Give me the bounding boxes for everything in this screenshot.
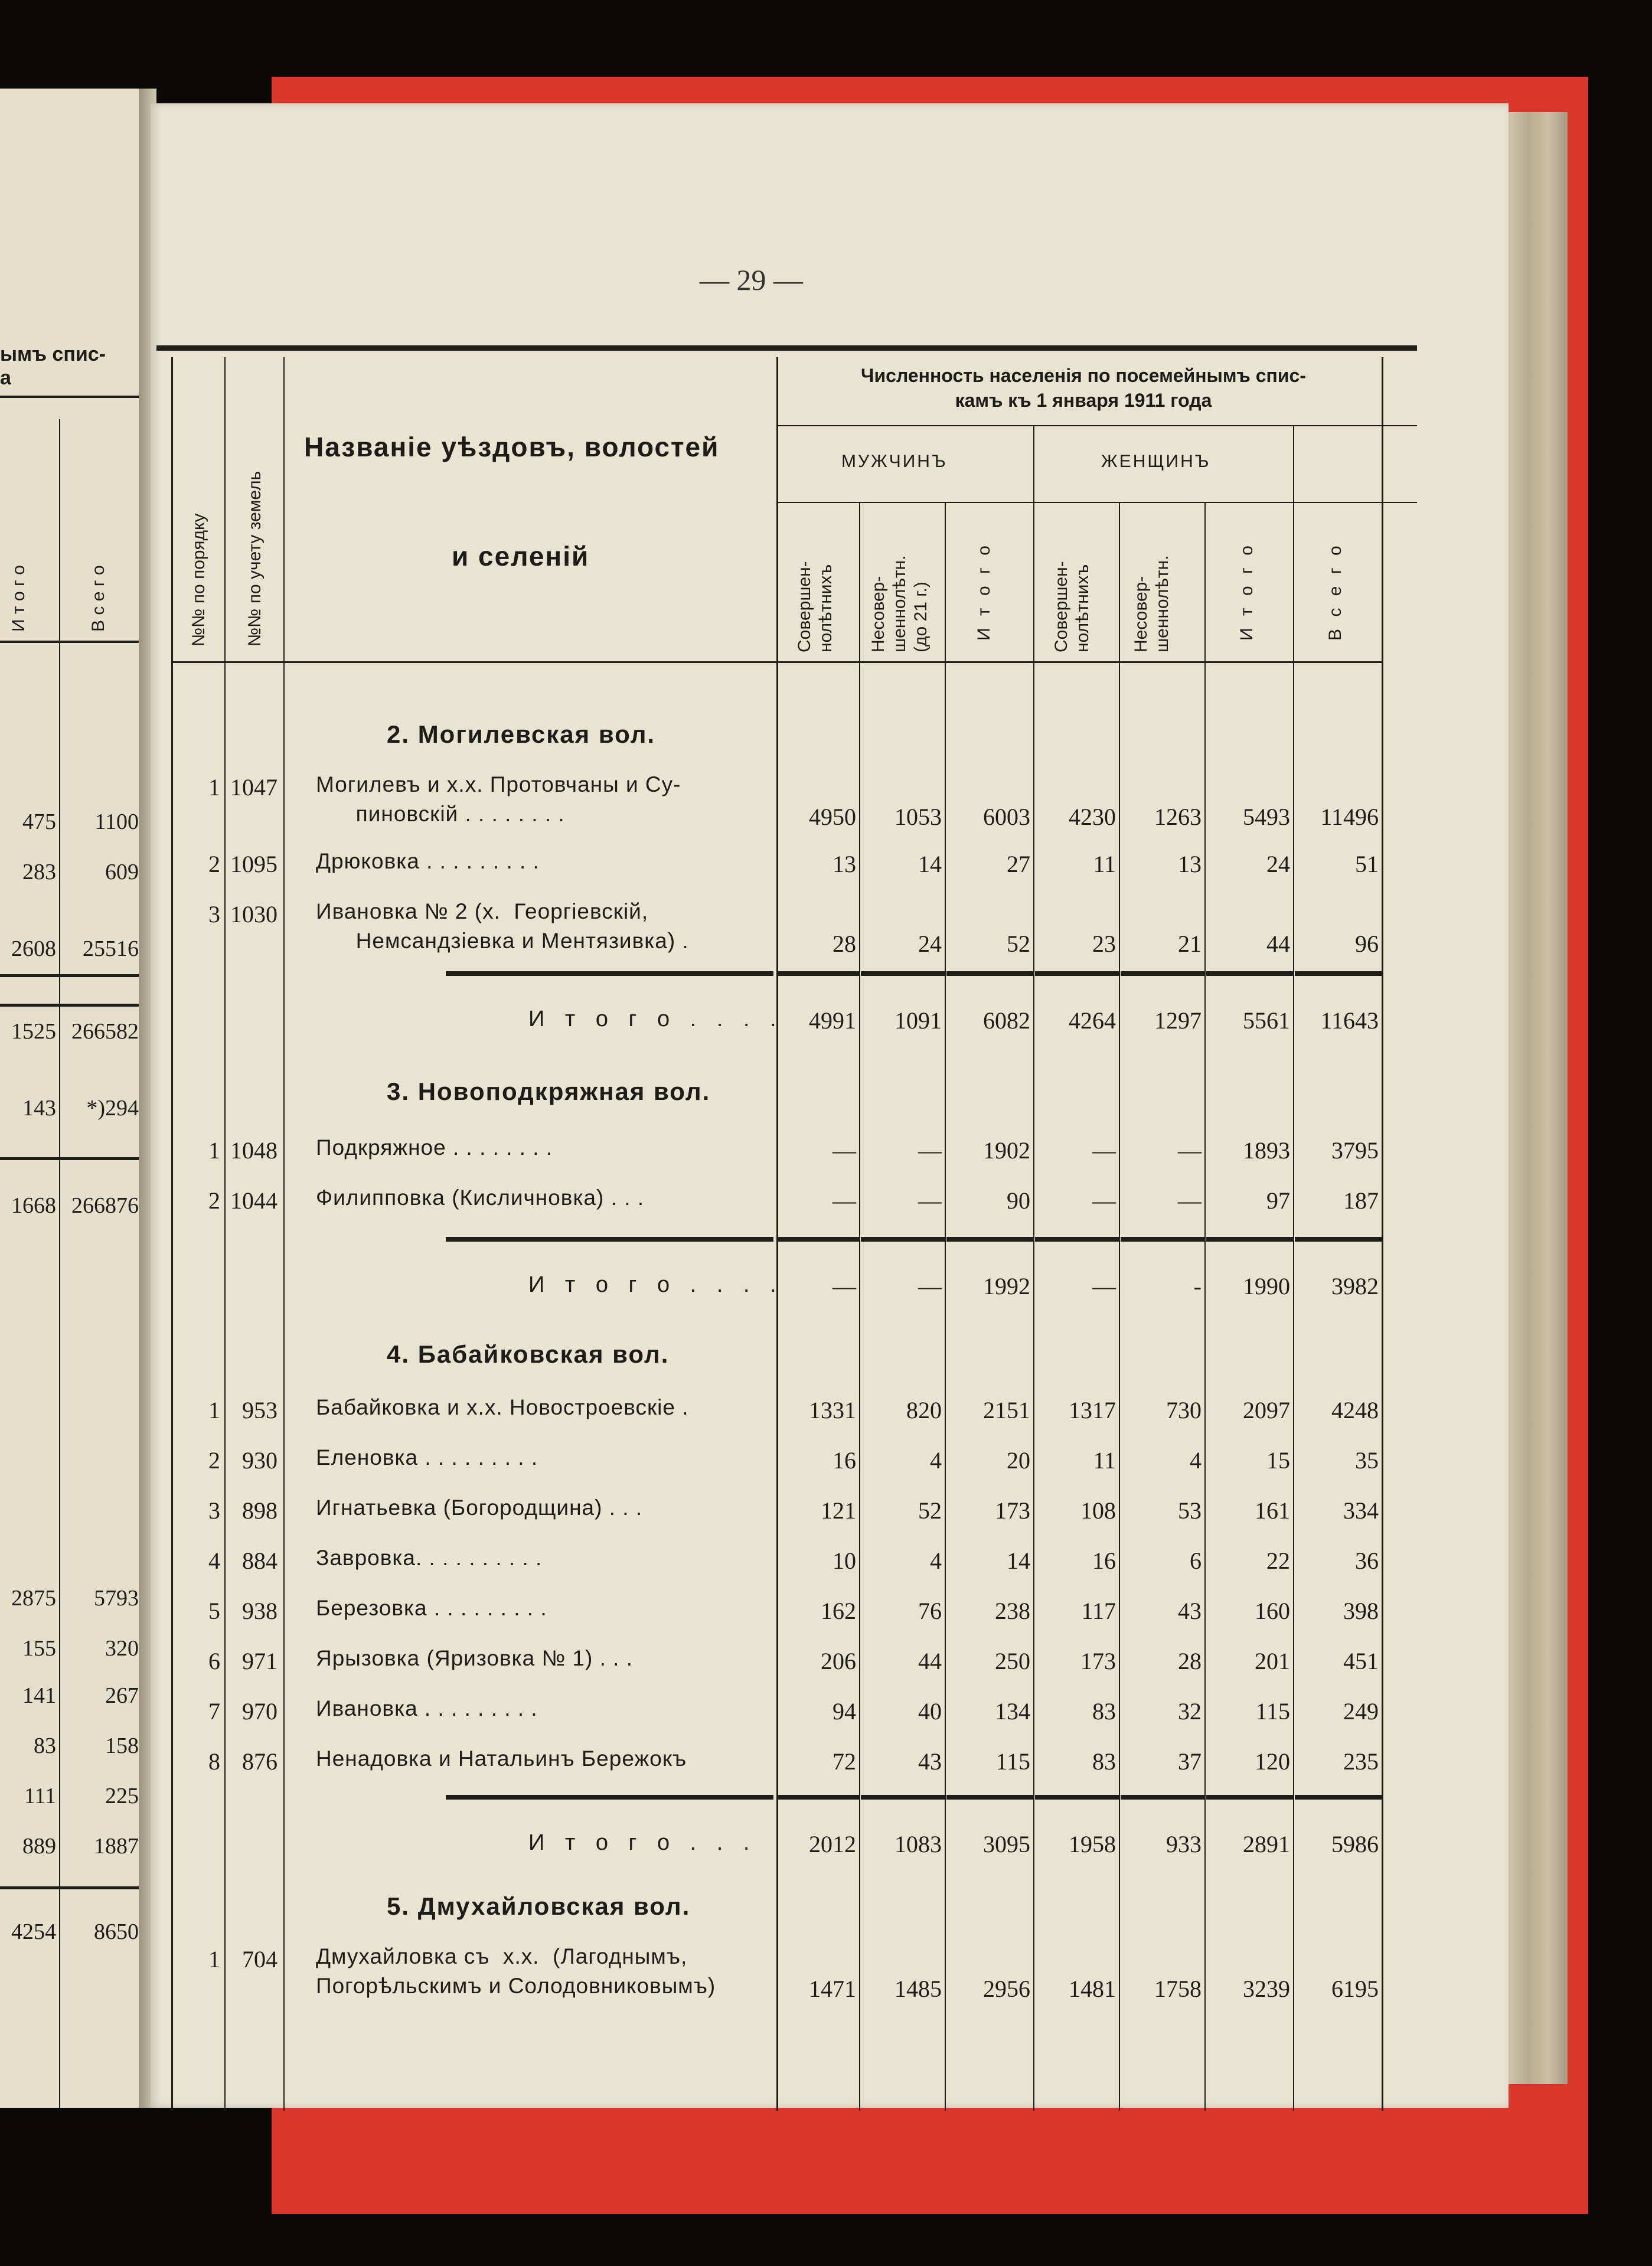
left-vsego-cell: 5793 [94,1586,139,1611]
row-land-number: 876 [242,1748,277,1775]
row-land-number: 1048 [230,1137,277,1164]
left-vsego-cell: 1887 [94,1834,139,1859]
total-value: 3982 [1331,1273,1379,1299]
row-value: 201 [1255,1648,1290,1674]
total-value: 4264 [1069,1007,1116,1034]
row-order-number: 1 [208,1137,220,1164]
row-value: 6195 [1331,1976,1379,2002]
total-value: 5561 [1243,1007,1290,1034]
total-label: И т о г о . . . . [528,1007,783,1031]
total-rule [446,1237,773,1242]
row-value: 161 [1255,1497,1290,1524]
row-value: 238 [995,1598,1030,1624]
row-value: 134 [995,1698,1030,1725]
table-title-line1: Названіе уѣздовъ, волостей [304,432,720,462]
row-value: 398 [1343,1598,1379,1624]
row-value: 1481 [1069,1976,1116,2002]
row-value: 1893 [1243,1137,1290,1164]
total-rule [1206,1237,1293,1242]
row-value: — [1178,1137,1202,1164]
section-title: 5. Дмухайловская вол. [387,1892,691,1920]
row-order-number: 2 [208,851,220,877]
row-value: 249 [1343,1698,1379,1725]
row-value: 52 [918,1497,942,1524]
row-value: 2956 [983,1976,1030,2002]
row-order-number: 1 [208,1946,220,1973]
row-value: 13 [832,851,856,877]
row-value: 3239 [1243,1976,1290,2002]
total-label: И т о г о . . . . [528,1272,783,1297]
total-rule [946,1237,1033,1242]
row-order-number: 8 [208,1748,220,1775]
left-vsego-cell: 25516 [83,936,139,961]
row-value: 4248 [1331,1397,1379,1423]
left-vsego-cell: 609 [105,860,139,884]
total-rule [861,1237,945,1242]
row-value: 51 [1355,851,1379,877]
row-value: 16 [1092,1547,1116,1574]
row-value: 83 [1092,1698,1116,1725]
row-value: 11 [1093,851,1116,877]
row-value: 36 [1355,1547,1379,1574]
total-value: 1990 [1243,1273,1290,1299]
left-itogo-cell: 2608 [11,936,56,961]
left-vsego-cell: 1100 [94,809,139,834]
total-value: 5986 [1331,1831,1379,1857]
row-settlement-name: Дмухайловка съ х.х. (Лагоднымъ, Погорѣльскимъ и Солодовниковымъ) [316,1944,716,1998]
row-value: 11 [1093,1447,1116,1474]
left-vsego-cell: *)294 [86,1096,139,1121]
row-value: — [1092,1137,1116,1164]
row-order-number: 2 [208,1187,220,1214]
total-rule [1295,971,1382,976]
row-land-number: 1095 [230,851,277,877]
total-value: 11643 [1320,1007,1379,1034]
left-itogo-cell: 1525 [11,1019,56,1044]
row-settlement-name: Филипповка (Кисличновка) . . . [316,1186,645,1210]
left-itogo-cell: 143 [22,1096,56,1121]
row-value: 334 [1343,1497,1379,1524]
total-rule [778,971,859,976]
row-value: 10 [832,1547,856,1574]
row-land-number: 970 [242,1698,277,1725]
row-settlement-name: Еленовка . . . . . . . . . [316,1445,538,1470]
total-rule [1035,1795,1119,1800]
section-title: 3. Новоподкряжная вол. [387,1078,711,1105]
sub-minor-men: Несовер- шеннолѣтн. (до 21 г.) [869,555,931,652]
row-value: 4 [930,1447,942,1474]
left-col-itogo: И т о г о [9,565,28,632]
left-itogo-cell: 155 [22,1636,56,1661]
total-value: 4991 [809,1007,856,1034]
row-value: 121 [821,1497,856,1524]
row-order-number: 2 [208,1447,220,1474]
row-order-number: 4 [208,1547,220,1574]
page-edges [1503,112,1568,2084]
row-settlement-name: Ненадовка и Натальинъ Бережокъ [316,1746,687,1771]
row-value: 21 [1178,930,1202,957]
total-rule [1035,1237,1119,1242]
row-value: 1758 [1154,1976,1202,2002]
row-value: 1471 [809,1976,856,2002]
left-itogo-cell: 4254 [11,1919,56,1944]
total-value: 3095 [983,1831,1030,1857]
row-value: 32 [1178,1698,1202,1725]
row-value: 1263 [1154,804,1202,830]
row-value: 43 [918,1748,942,1775]
row-land-number: 1030 [230,901,277,928]
row-value: — [832,1187,856,1214]
row-value: 206 [821,1648,856,1674]
total-rule [778,1795,859,1800]
row-value: 1053 [894,804,942,830]
row-value: 4230 [1069,804,1116,830]
row-settlement-name: Ивановка № 2 (х. Георгіевскій, Немсандзіевка и Ментязивка) . [316,899,689,953]
row-value: 173 [995,1497,1030,1524]
total-rule [1295,1237,1382,1242]
row-value: 250 [995,1648,1030,1674]
total-value: - [1193,1273,1202,1299]
row-value: 20 [1007,1447,1030,1474]
row-value: 28 [1178,1648,1202,1674]
sub-grand-total: В с е г о [1325,542,1345,641]
row-value: 14 [1007,1547,1030,1574]
row-order-number: 5 [208,1598,220,1624]
row-value: 1317 [1069,1397,1116,1423]
left-vsego-cell: 8650 [94,1919,139,1944]
row-value: 13 [1178,851,1202,877]
left-page [0,89,142,2108]
row-value: 40 [918,1698,942,1725]
row-value: 37 [1178,1748,1202,1775]
total-value: — [918,1273,942,1299]
sub-adult-men: Совершен- нолѣтнихъ [795,561,835,652]
left-vsego-cell: 266876 [71,1193,139,1218]
sub-total-women: И т о г о [1237,542,1256,641]
row-value: — [1178,1187,1202,1214]
left-vsego-cell: 225 [105,1784,139,1808]
row-land-number: 971 [242,1648,277,1674]
row-value: 43 [1178,1598,1202,1624]
total-value: 2012 [809,1831,856,1857]
total-value: 1091 [894,1007,942,1034]
row-land-number: 884 [242,1547,277,1574]
row-settlement-name: Березовка . . . . . . . . . [316,1596,547,1620]
left-col-vsego: В с е г о [89,565,108,632]
section-title: 2. Могилевская вол. [387,720,656,748]
row-value: 97 [1266,1187,1290,1214]
row-value: 117 [1081,1598,1116,1624]
row-value: 1485 [894,1976,942,2002]
left-page-header: ымъ спис- а [0,343,106,389]
row-value: 187 [1343,1187,1379,1214]
row-order-number: 3 [208,1497,220,1524]
left-itogo-cell: 889 [22,1834,56,1859]
row-order-number: 1 [208,1397,220,1423]
row-value: 160 [1255,1598,1290,1624]
left-vsego-cell: 267 [105,1683,139,1708]
row-value: 44 [918,1648,942,1674]
total-rule [946,971,1033,976]
row-order-number: 1 [208,774,220,801]
row-value: 14 [918,851,942,877]
total-rule [1295,1795,1382,1800]
right-page [151,103,1509,2108]
row-value: 235 [1343,1748,1379,1775]
left-itogo-cell: 111 [24,1784,56,1808]
page-number: — 29 — [700,263,803,296]
total-label: И т о г о . . . [528,1830,757,1855]
row-value: 115 [995,1748,1030,1775]
row-value: 96 [1355,930,1379,957]
total-rule [861,1795,945,1800]
row-settlement-name: Могилевъ и х.х. Протовчаны и Су- пиновскій . . . . . . . . [316,772,681,826]
row-value: 108 [1080,1497,1116,1524]
row-value: 1902 [983,1137,1030,1164]
row-value: 120 [1255,1748,1290,1775]
row-value: 53 [1178,1497,1202,1524]
row-value: 115 [1255,1698,1290,1725]
total-rule [861,971,945,976]
sub-minor-women: Несовер- шеннолѣтн. [1131,555,1172,652]
row-land-number: 1047 [230,774,277,801]
total-value: 1083 [894,1831,942,1857]
section-title: 4. Бабайковская вол. [387,1340,670,1368]
total-rule [1121,1237,1204,1242]
row-value: 90 [1007,1187,1030,1214]
women-header: ЖЕНЩИНЪ [1101,452,1211,471]
row-value: 72 [832,1748,856,1775]
row-value: 2151 [983,1397,1030,1423]
total-value: 2891 [1243,1831,1290,1857]
col-header-num-order: №№ по порядку [189,513,208,647]
row-value: 3795 [1331,1137,1379,1164]
total-rule [446,1795,773,1800]
sub-adult-women: Совершен- нолѣтнихъ [1052,561,1092,652]
row-value: 173 [1080,1648,1116,1674]
row-value: 44 [1266,930,1290,957]
row-land-number: 1044 [230,1187,277,1214]
row-value: 6003 [983,804,1030,830]
total-rule [1035,971,1119,976]
total-value: 1297 [1154,1007,1202,1034]
row-value: 2097 [1243,1397,1290,1423]
total-rule [1206,1795,1293,1800]
row-land-number: 930 [242,1447,277,1474]
row-settlement-name: Ивановка . . . . . . . . . [316,1696,538,1720]
row-value: 83 [1092,1748,1116,1775]
left-itogo-cell: 141 [22,1683,56,1708]
row-value: 28 [832,930,856,957]
total-rule [1121,1795,1204,1800]
row-settlement-name: Ярызовка (Яризовка № 1) . . . [316,1646,634,1670]
row-settlement-name: Завровка. . . . . . . . . . [316,1546,543,1570]
row-settlement-name: Дрюковка . . . . . . . . . [316,849,540,873]
total-value: — [832,1273,856,1299]
row-value: — [918,1137,942,1164]
row-value: 820 [906,1397,942,1423]
row-value: 4950 [809,804,856,830]
row-value: 24 [1266,851,1290,877]
table-title-line2: и селеній [452,541,590,572]
left-itogo-cell: 83 [34,1733,56,1758]
total-rule [946,1795,1033,1800]
row-value: 4 [1190,1447,1202,1474]
left-itogo-cell: 283 [22,860,56,884]
col-header-num-land: №№ по учету земель [245,471,265,647]
row-settlement-name: Бабайковка и х.х. Новостроевскіе . [316,1395,689,1419]
row-land-number: 898 [242,1497,277,1524]
row-value: 23 [1092,930,1116,957]
row-land-number: 704 [242,1946,277,1973]
total-rule [778,1237,859,1242]
row-value: 6 [1190,1547,1202,1574]
row-land-number: 953 [242,1397,277,1423]
row-value: 1331 [809,1397,856,1423]
row-order-number: 3 [208,901,220,928]
left-vsego-cell: 158 [105,1733,139,1758]
row-value: 5493 [1243,804,1290,830]
row-value: — [832,1137,856,1164]
row-value: — [1092,1187,1116,1214]
total-value: — [1092,1273,1116,1299]
row-value: 35 [1355,1447,1379,1474]
row-value: 451 [1343,1648,1379,1674]
row-value: 52 [1007,930,1030,957]
left-itogo-cell: 475 [22,809,56,834]
row-value: 27 [1007,851,1030,877]
row-order-number: 7 [208,1698,220,1725]
row-value: — [918,1187,942,1214]
row-value: 15 [1266,1447,1290,1474]
row-settlement-name: Игнатьевка (Богородщина) . . . [316,1496,643,1520]
left-itogo-cell: 1668 [11,1193,56,1218]
total-rule [446,971,773,976]
row-value: 22 [1266,1547,1290,1574]
row-value: 4 [930,1547,942,1574]
row-value: 94 [832,1698,856,1725]
men-header: МУЖЧИНЪ [841,452,948,471]
total-value: 1958 [1069,1831,1116,1857]
row-value: 16 [832,1447,856,1474]
left-itogo-cell: 2875 [11,1586,56,1611]
row-value: 730 [1166,1397,1202,1423]
row-order-number: 6 [208,1648,220,1674]
total-value: 6082 [983,1007,1030,1034]
total-rule [1121,971,1204,976]
total-rule [1206,971,1293,976]
row-value: 24 [918,930,942,957]
row-value: 162 [821,1598,856,1624]
row-land-number: 938 [242,1598,277,1624]
row-value: 76 [918,1598,942,1624]
left-vsego-cell: 320 [105,1636,139,1661]
row-settlement-name: Подкряжное . . . . . . . . [316,1135,553,1160]
total-value: 1992 [983,1273,1030,1299]
sub-total-men: И т о г о [974,542,994,641]
left-vsego-cell: 266582 [71,1019,139,1044]
total-value: 933 [1166,1831,1202,1857]
population-header: Численность населенія по посемейнымъ спис- камъ къ 1 января 1911 года [861,365,1306,411]
row-value: 11496 [1320,804,1379,830]
